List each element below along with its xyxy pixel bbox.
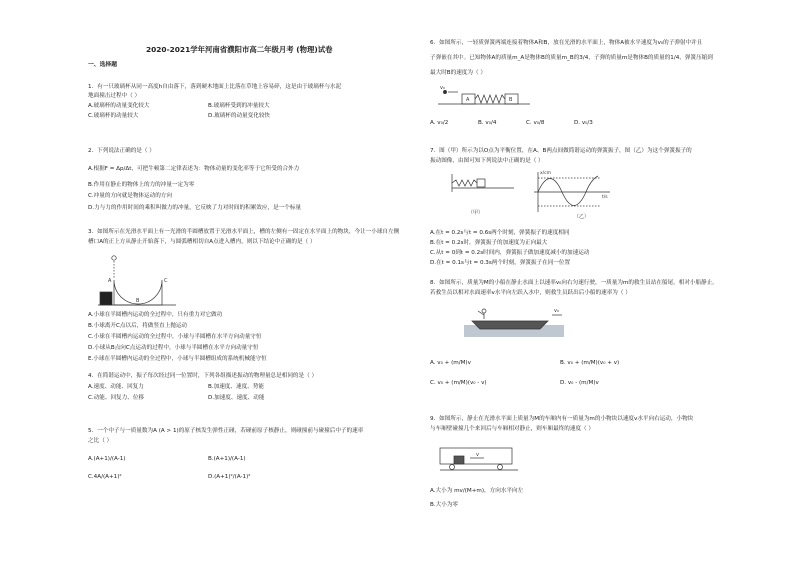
q2-option-d[interactable]: D.力与力的作用时间的乘积叫做力的冲量，它反映了力对时间的积累效应，是一个标量 xyxy=(88,205,302,211)
q8-stem: 8．如图所示，质量为M的小船在静止水面上以速率v₀向右匀速行驶，一质量为m的救生员站在船尾，相对小船静止。 xyxy=(430,280,718,286)
q1-stem: 1．有一只玻璃杯从同一高度h自由落下，落到硬木地面上比落在草地上容易碎，这是由于玻璃杯与水泥 xyxy=(88,84,342,90)
q8-fig-velocity: v₀ xyxy=(554,308,559,314)
q1-option-b[interactable]: B.玻璃杯受到的冲量较大 xyxy=(208,103,270,109)
q5-option-b[interactable]: B.(A+1)/(A-1) xyxy=(208,456,246,462)
q9-figure xyxy=(440,444,520,472)
q9-stem: 9．如图所示，静止在光滑水平面上质量为M的车厢内有一质量为m的小物块以速度v水平向右运动，小物块 xyxy=(430,416,694,422)
q7-stem-cont: 振动图像，由图可知下列说法中正确的是（ ） xyxy=(430,158,544,164)
q7-option-c[interactable]: C.从t = 0到t = 0.2s时间内，弹簧振子做加速度减小的加速运动 xyxy=(430,250,590,256)
q4-option-b[interactable]: B.加速度、速度、势能 xyxy=(208,384,264,390)
q5-option-d[interactable]: D.(A+1)²/(A-1)² xyxy=(208,474,251,480)
q9-stem-cont: 与车厢壁碰撞几个来回后与车厢相对静止，则车厢最终的速度（ ） xyxy=(430,426,594,432)
q6-stem-cont: 子弹嵌在其中。已知物体A的质量m_A是物体B的质量m_B的3/4，子弹的质量m是物体B的质量的1/4，弹簧压缩到 xyxy=(430,55,713,61)
q5-option-a[interactable]: A.(A+1)/(A-1) xyxy=(88,456,126,462)
q8-option-c[interactable]: C. v₀ + (m/M)(v₀ - v) xyxy=(430,380,487,386)
q6-option-a[interactable]: A. v₀/2 xyxy=(430,120,449,126)
q8-option-a[interactable]: A. v₀ + (m/M)v xyxy=(430,360,471,366)
q8-stem-cont: 若救生员以相对水面速率v水平向左跃入水中，则救生员跃出后小船的速率为（ ） xyxy=(430,290,631,296)
q6-fig-block-b: B xyxy=(509,97,513,103)
q8-figure xyxy=(464,305,564,339)
q9-option-a[interactable]: A.大小为 mv/(M+m)，方向水平向左 xyxy=(430,488,524,494)
q3-option-e[interactable]: E.小球在半圆槽内运动的全过程中，小球与半圆槽组成的系统机械能守恒 xyxy=(88,356,267,362)
q8-option-b[interactable]: B. v₀ + (m/M)(v₀ + v) xyxy=(560,360,620,366)
q6-option-d[interactable]: D. v₀/3 xyxy=(574,120,593,126)
q2-option-c[interactable]: C.冲量的方向就是物体运动的方向 xyxy=(88,193,172,199)
q1-option-c[interactable]: C.玻璃杯的动量较大 xyxy=(88,113,139,119)
q1-stem-cont: 地面撞击过程中（ ） xyxy=(88,93,141,99)
q4-stem: 4．在简谐运动中，振子每次经过同一位置时，下列各组描述振动的物理量总是相同的是（ ） xyxy=(88,373,318,379)
q7-option-b[interactable]: B.在t = 0.2s时，弹簧振子的加速度为正向最大 xyxy=(430,240,548,246)
q3-fig-label-c: C xyxy=(164,278,168,284)
q6-fig-block-a: A xyxy=(466,97,470,103)
q7-fig-y-label: x/cm xyxy=(540,171,552,176)
q1-option-d[interactable]: D.玻璃杯的动量变化较快 xyxy=(208,113,271,119)
q4-option-a[interactable]: A.速度、动能、回复力 xyxy=(88,384,144,390)
q5-stem-cont: 之比（ ） xyxy=(88,438,113,444)
q7-option-a[interactable]: A.在t = 0.2s与t = 0.6s两个时刻，弹簧振子的速度相同 xyxy=(430,230,570,236)
q6-option-b[interactable]: B. v₀/4 xyxy=(478,120,497,126)
q5-stem: 5．一个中子与一质量数为A (A > 1)的原子核发生弹性正碰，若碰前原子核静止，则碰撞前与碰撞后中子的速率 xyxy=(88,428,364,434)
right-column xyxy=(430,0,760,562)
q1-option-a[interactable]: A.玻璃杯的动量变化较大 xyxy=(88,103,150,109)
q2-option-b[interactable]: B.作用在静止的物体上的力的冲量一定为零 xyxy=(88,182,195,188)
q5-option-c[interactable]: C.4A/(A+1)² xyxy=(88,474,122,480)
q7-fig-jia: （甲） xyxy=(468,210,484,216)
q3-option-c[interactable]: C.小球在半圆槽内运动的全过程中，小球与半圆槽在水平方向动量守恒 xyxy=(88,334,262,340)
q3-stem-cont: 槽口A的正上方从静止开始落下，与圆弧槽相切自A点进入槽内，则以下结论中正确的是（ ） xyxy=(88,239,316,245)
q2-stem: 2．下列说法正确的是（ ） xyxy=(88,148,155,154)
q6-figure xyxy=(438,82,533,108)
q7-fig-yi: （乙） xyxy=(574,214,590,220)
q8-option-d[interactable]: D. v₀ - (m/M)v xyxy=(560,380,599,386)
q3-option-b[interactable]: B.小球离开C点以后，将做竖直上抛运动 xyxy=(88,323,188,329)
q6-stem-end: 最大时B的速度为（ ） xyxy=(430,70,486,76)
q7-figure xyxy=(450,168,650,224)
q4-option-d[interactable]: D.加速度、速度、动能 xyxy=(208,395,265,401)
q7-stem: 7．图（甲）所示为以O点为平衡位置，在A、B两点间做简谐运动的弹簧振子，图（乙）为这个弹簧振子的 xyxy=(430,148,692,154)
q7-option-d[interactable]: D.在t = 0.1s与t = 0.3s两个时刻，弹簧振子在同一位置 xyxy=(430,260,571,266)
paper-title: 2020-2021学年河南省濮阳市高二年级月考 (物理)试卷 xyxy=(146,45,333,54)
q3-fig-label-b: B xyxy=(136,298,140,304)
q4-option-c[interactable]: C.动能、回复力、位移 xyxy=(88,395,145,401)
q9-fig-velocity: v xyxy=(476,452,479,458)
q2-option-a[interactable]: A.根据F = Δp/Δt，可把牛顿第二定律表述为：物体动量的变化率等于它所受的合外力 xyxy=(88,166,300,172)
q6-option-c[interactable]: C. v₀/8 xyxy=(526,120,545,126)
q3-option-a[interactable]: A.小球在半圆槽内运动的全过程中，只有重力对它做功 xyxy=(88,312,223,318)
q9-option-b[interactable]: B.大小为零 xyxy=(430,502,458,508)
left-column xyxy=(88,0,398,562)
q6-fig-velocity: v₀ xyxy=(440,85,445,91)
q3-option-d[interactable]: D.小球从B点向C点运动的过程中，小球与半圆槽在水平方向动量守恒 xyxy=(88,345,259,351)
q7-fig-x-label: t/s xyxy=(602,195,608,200)
q3-figure xyxy=(98,250,178,310)
q3-stem: 3．如图所示在光滑水平面上有一光滑的半圆槽放置于光滑水平面上，槽的左侧有一固定在水平面上的物块，今让一小球自左侧 xyxy=(88,229,400,235)
section-heading: 一、选择题 xyxy=(88,62,117,68)
q3-fig-label-a: A xyxy=(108,278,112,284)
q6-stem: 6．如图所示，一轻质弹簧两端连接着物体A和B，放在光滑的水平面上，物体A被水平速度为v₀的子弹射中并且 xyxy=(430,40,703,46)
